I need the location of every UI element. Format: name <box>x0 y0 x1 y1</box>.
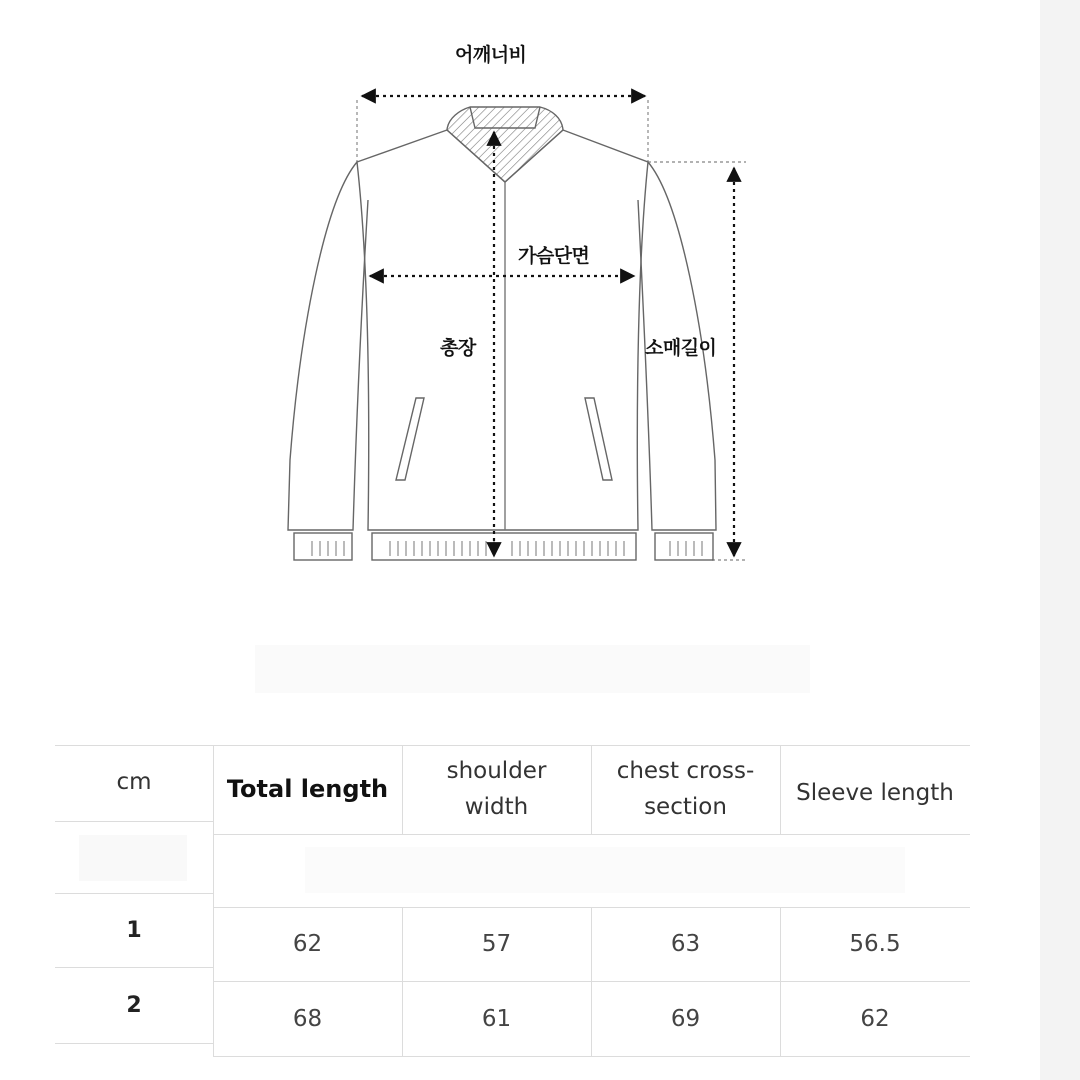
table-cell: 68 <box>292 1005 323 1032</box>
total-length-label: 총장 <box>440 337 476 359</box>
jacket-body <box>357 130 648 530</box>
table-cell: 57 <box>481 931 512 957</box>
col-header-sleeve-length: Sleeve length <box>796 780 954 807</box>
sleeve-length-label: 소매길이 <box>645 337 717 359</box>
col-header-chest: chest cross- section <box>616 757 755 820</box>
right-pocket <box>585 398 612 480</box>
jacket-left-sleeve <box>288 162 368 530</box>
table-cell: 69 <box>670 1005 701 1032</box>
left-pocket <box>396 398 424 480</box>
row-size-2: 2 <box>126 992 142 1018</box>
shoulder-width-label: 어깨너비 <box>455 44 527 66</box>
table-cell: 61 <box>481 1005 512 1032</box>
right-cuff <box>655 533 713 560</box>
left-cuff <box>294 533 352 560</box>
col-header-shoulder-width: shoulder width <box>446 757 547 820</box>
unit-header: cm <box>116 769 152 796</box>
table-cell: 62 <box>860 1005 890 1032</box>
table-cell: 63 <box>670 931 701 957</box>
table-cell: 56.5 <box>849 931 901 957</box>
jacket-collar <box>447 107 563 182</box>
table-cell: 62 <box>292 931 323 957</box>
row-size-1: 1 <box>126 917 142 943</box>
col-header-total-length: Total length <box>226 774 389 803</box>
right-scrollbar-strip <box>1040 0 1080 1080</box>
blank-placeholder <box>255 645 810 693</box>
waistband <box>372 533 636 560</box>
size-table <box>55 745 970 1057</box>
chest-label: 가슴단면 <box>518 245 590 267</box>
